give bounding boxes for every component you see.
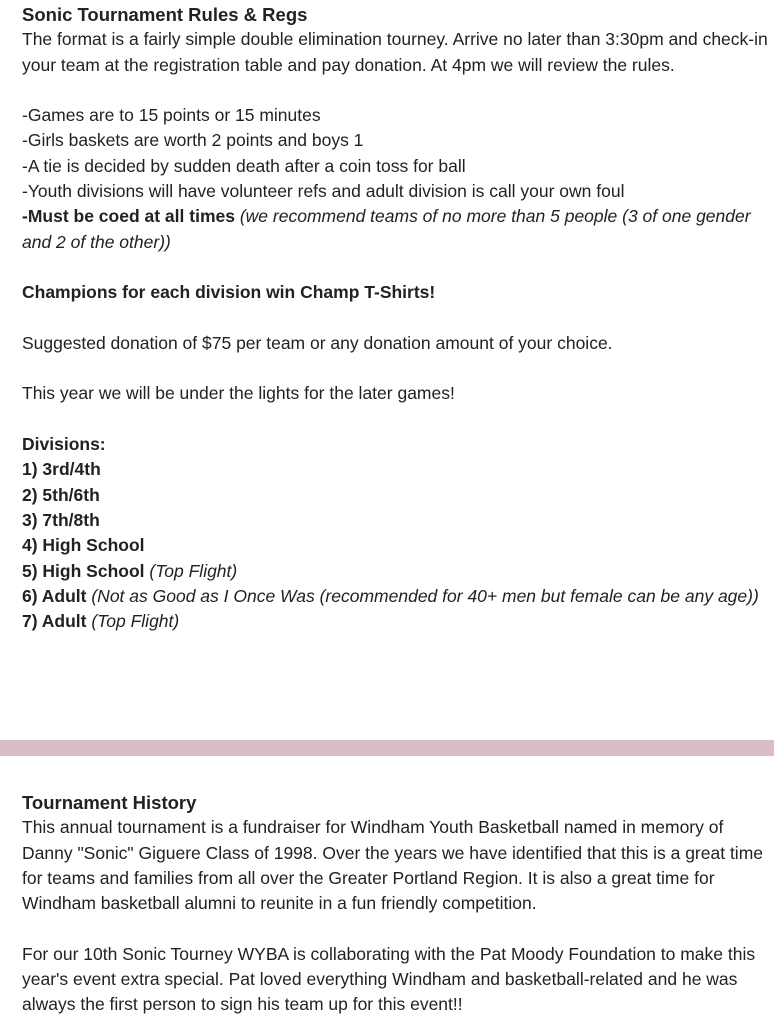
division-note: (Top Flight) bbox=[91, 611, 180, 632]
division-item bbox=[22, 508, 768, 533]
coed-rule-note: (we recommend teams of no more than 5 people (3 of one gender and 2 of the other)) bbox=[22, 206, 751, 252]
division-item bbox=[22, 584, 768, 609]
division-label: 7) Adult bbox=[22, 611, 87, 632]
division-note: (Not as Good as I Once Was (recommended for 40+ men but female can be any age)) bbox=[91, 585, 759, 606]
rules-section bbox=[22, 2, 768, 634]
history-paragraph: For our 10th Sonic Tourney WYBA is collaborating with the Pat Moody Foundation to make this year's event extra special. Pat loved everything Windham and basketball-related and he was always the first person to sign his team up for this event!! bbox=[22, 943, 756, 1015]
division-item bbox=[22, 533, 768, 558]
divisions-heading: Divisions: bbox=[22, 434, 106, 455]
division-item bbox=[22, 483, 768, 508]
rule-item: -Games are to 15 points or 15 minutes bbox=[22, 105, 321, 126]
division-item bbox=[22, 559, 768, 584]
division-item bbox=[22, 609, 768, 634]
division-label: 3) 7th/8th bbox=[22, 509, 100, 530]
history-section bbox=[22, 790, 768, 1018]
division-label: 2) 5th/6th bbox=[22, 484, 100, 505]
division-label: 5) High School bbox=[22, 560, 145, 581]
history-paragraph: This annual tournament is a fundraiser for Windham Youth Basketball named in memory of Danny "Sonic" Giguere Class of 1998. Over the years we have identified that this is a great time for teams and families from all over the Greater Portland Region. It is also a great time for Windham basketball alumni to reunite in a fun friendly competition. bbox=[22, 817, 763, 914]
lights-text: This year we will be under the lights for the later games! bbox=[22, 383, 455, 404]
rules-title: Sonic Tournament Rules & Regs bbox=[22, 4, 308, 25]
rule-item: -A tie is decided by sudden death after a coin toss for ball bbox=[22, 155, 466, 176]
rule-item: -Girls baskets are worth 2 points and boys 1 bbox=[22, 130, 364, 151]
division-label: 6) Adult bbox=[22, 585, 87, 606]
rule-item: -Youth divisions will have volunteer refs and adult division is call your own foul bbox=[22, 181, 625, 202]
coed-rule bbox=[22, 204, 768, 255]
section-divider bbox=[0, 740, 774, 756]
division-label: 1) 3rd/4th bbox=[22, 459, 101, 480]
division-note: (Top Flight) bbox=[149, 560, 238, 581]
donation-text: Suggested donation of $75 per team or any donation amount of your choice. bbox=[22, 332, 613, 353]
coed-rule-bold: -Must be coed at all times bbox=[22, 206, 235, 227]
history-title: Tournament History bbox=[22, 792, 197, 813]
rules-intro: The format is a fairly simple double elimination tourney. Arrive no later than 3:30pm and check-in your team at the registration table and pay donation. At 4pm we will review the rules. bbox=[22, 29, 768, 75]
division-label: 4) High School bbox=[22, 535, 145, 556]
champions-text: Champions for each division win Champ T-Shirts! bbox=[22, 282, 436, 303]
division-item bbox=[22, 457, 768, 482]
